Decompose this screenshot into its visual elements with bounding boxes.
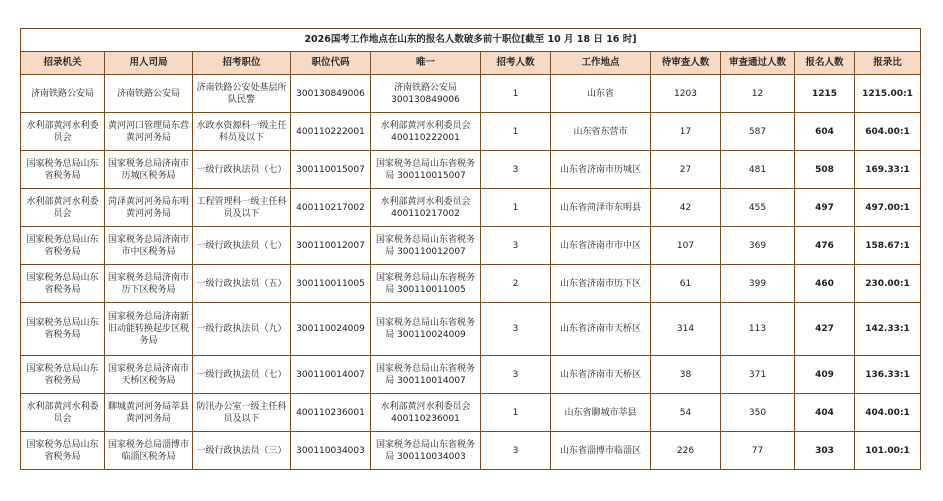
cell-code: 400110217002 bbox=[291, 189, 371, 227]
table-title: 2026国考工作地点在山东的报名人数破多前十职位[截至 10 月 18 日 16 时] bbox=[21, 29, 921, 52]
cell-applicants: 460 bbox=[795, 265, 855, 303]
cell-approved: 113 bbox=[721, 303, 795, 356]
table-row bbox=[21, 356, 921, 394]
cell-bureau: 聊城黄河河务局莘县黄河河务局 bbox=[105, 394, 193, 432]
cell-agency: 水利部黄河水利委员会 bbox=[21, 189, 105, 227]
cell-approved: 371 bbox=[721, 356, 795, 394]
cell-applicants: 427 bbox=[795, 303, 855, 356]
cell-bureau: 国家税务总局淄博市临淄区税务局 bbox=[105, 432, 193, 470]
cell-pending: 17 bbox=[651, 113, 721, 151]
table-container bbox=[20, 28, 920, 470]
cell-ratio: 142.33:1 bbox=[855, 303, 921, 356]
cell-approved: 350 bbox=[721, 394, 795, 432]
cell-agency: 国家税务总局山东省税务局 bbox=[21, 227, 105, 265]
cell-position: 防汛办公室一级主任科员及以下 bbox=[193, 394, 291, 432]
cell-agency: 国家税务总局山东省税务局 bbox=[21, 303, 105, 356]
cell-applicants: 497 bbox=[795, 189, 855, 227]
cell-quota: 3 bbox=[481, 356, 551, 394]
cell-location: 山东省菏泽市东明县 bbox=[551, 189, 651, 227]
cell-location: 山东省 bbox=[551, 75, 651, 113]
cell-applicants: 1215 bbox=[795, 75, 855, 113]
cell-bureau: 国家税务总局济南市历城区税务局 bbox=[105, 151, 193, 189]
cell-location: 山东省济南市历下区 bbox=[551, 265, 651, 303]
cell-bureau: 济南铁路公安局 bbox=[105, 75, 193, 113]
cell-approved: 12 bbox=[721, 75, 795, 113]
cell-applicants: 404 bbox=[795, 394, 855, 432]
cell-applicants: 508 bbox=[795, 151, 855, 189]
positions-table bbox=[20, 28, 921, 470]
cell-bureau: 国家税务总局济南市市中区税务局 bbox=[105, 227, 193, 265]
cell-bureau: 国家税务总局济南市天桥区税务局 bbox=[105, 356, 193, 394]
cell-ratio: 604.00:1 bbox=[855, 113, 921, 151]
cell-agency: 国家税务总局山东省税务局 bbox=[21, 432, 105, 470]
cell-ratio: 101.00:1 bbox=[855, 432, 921, 470]
cell-ratio: 1215.00:1 bbox=[855, 75, 921, 113]
cell-location: 山东省济南市市中区 bbox=[551, 227, 651, 265]
cell-location: 山东省济南市历城区 bbox=[551, 151, 651, 189]
cell-unique: 国家税务总局山东省税务局 300110034003 bbox=[371, 432, 481, 470]
cell-approved: 481 bbox=[721, 151, 795, 189]
cell-ratio: 404.00:1 bbox=[855, 394, 921, 432]
cell-unique: 国家税务总局山东省税务局 300110011005 bbox=[371, 265, 481, 303]
cell-applicants: 409 bbox=[795, 356, 855, 394]
cell-position: 水政水资源科一级主任科员及以下 bbox=[193, 113, 291, 151]
cell-quota: 1 bbox=[481, 394, 551, 432]
cell-code: 400110222001 bbox=[291, 113, 371, 151]
table-row bbox=[21, 75, 921, 113]
cell-bureau: 国家税务总局济南市历下区税务局 bbox=[105, 265, 193, 303]
cell-pending: 1203 bbox=[651, 75, 721, 113]
cell-code: 400110236001 bbox=[291, 394, 371, 432]
cell-quota: 1 bbox=[481, 113, 551, 151]
cell-pending: 107 bbox=[651, 227, 721, 265]
cell-quota: 3 bbox=[481, 227, 551, 265]
cell-ratio: 497.00:1 bbox=[855, 189, 921, 227]
cell-quota: 3 bbox=[481, 151, 551, 189]
cell-applicants: 604 bbox=[795, 113, 855, 151]
cell-pending: 226 bbox=[651, 432, 721, 470]
cell-quota: 1 bbox=[481, 189, 551, 227]
cell-ratio: 230.00:1 bbox=[855, 265, 921, 303]
cell-applicants: 303 bbox=[795, 432, 855, 470]
cell-code: 300110015007 bbox=[291, 151, 371, 189]
table-row bbox=[21, 151, 921, 189]
cell-position: 一级行政执法员（九） bbox=[193, 303, 291, 356]
cell-approved: 587 bbox=[721, 113, 795, 151]
cell-applicants: 476 bbox=[795, 227, 855, 265]
cell-unique: 水利部黄河水利委员会400110217002 bbox=[371, 189, 481, 227]
cell-quota: 3 bbox=[481, 303, 551, 356]
cell-unique: 国家税务总局山东省税务局 300110012007 bbox=[371, 227, 481, 265]
cell-agency: 国家税务总局山东省税务局 bbox=[21, 356, 105, 394]
cell-ratio: 158.67:1 bbox=[855, 227, 921, 265]
cell-code: 300110011005 bbox=[291, 265, 371, 303]
cell-code: 300110012007 bbox=[291, 227, 371, 265]
cell-pending: 38 bbox=[651, 356, 721, 394]
cell-unique: 济南铁路公安局300130849006 bbox=[371, 75, 481, 113]
cell-location: 山东省济南市天桥区 bbox=[551, 303, 651, 356]
cell-agency: 水利部黄河水利委员会 bbox=[21, 394, 105, 432]
header-agency: 招录机关 bbox=[21, 52, 105, 75]
cell-pending: 42 bbox=[651, 189, 721, 227]
cell-position: 一级行政执法员（七） bbox=[193, 356, 291, 394]
table-row bbox=[21, 432, 921, 470]
table-row bbox=[21, 303, 921, 356]
header-bureau: 用人司局 bbox=[105, 52, 193, 75]
header-quota: 招考人数 bbox=[481, 52, 551, 75]
header-code: 职位代码 bbox=[291, 52, 371, 75]
cell-location: 山东省东营市 bbox=[551, 113, 651, 151]
cell-approved: 399 bbox=[721, 265, 795, 303]
cell-position: 一级行政执法员（五） bbox=[193, 265, 291, 303]
header-applicants: 报名人数 bbox=[795, 52, 855, 75]
table-row bbox=[21, 189, 921, 227]
cell-code: 300130849006 bbox=[291, 75, 371, 113]
cell-pending: 27 bbox=[651, 151, 721, 189]
table-row bbox=[21, 113, 921, 151]
cell-position: 一级行政执法员（七） bbox=[193, 227, 291, 265]
header-ratio: 报录比 bbox=[855, 52, 921, 75]
cell-pending: 314 bbox=[651, 303, 721, 356]
cell-agency: 国家税务总局山东省税务局 bbox=[21, 265, 105, 303]
table-row bbox=[21, 394, 921, 432]
cell-bureau: 国家税务总局济南新旧动能转换起步区税务局 bbox=[105, 303, 193, 356]
cell-approved: 455 bbox=[721, 189, 795, 227]
cell-pending: 54 bbox=[651, 394, 721, 432]
header-unique: 唯一 bbox=[371, 52, 481, 75]
cell-unique: 国家税务总局山东省税务局 300110014007 bbox=[371, 356, 481, 394]
cell-location: 山东省淄博市临淄区 bbox=[551, 432, 651, 470]
cell-agency: 水利部黄河水利委员会 bbox=[21, 113, 105, 151]
cell-quota: 1 bbox=[481, 75, 551, 113]
cell-code: 300110034003 bbox=[291, 432, 371, 470]
cell-bureau: 黄河河口管理局东营黄河河务局 bbox=[105, 113, 193, 151]
cell-quota: 3 bbox=[481, 432, 551, 470]
cell-location: 山东省济南市天桥区 bbox=[551, 356, 651, 394]
cell-code: 300110014007 bbox=[291, 356, 371, 394]
table-row bbox=[21, 227, 921, 265]
cell-unique: 水利部黄河水利委员会400110222001 bbox=[371, 113, 481, 151]
cell-agency: 国家税务总局山东省税务局 bbox=[21, 151, 105, 189]
cell-code: 300110024009 bbox=[291, 303, 371, 356]
cell-bureau: 菏泽黄河河务局东明黄河河务局 bbox=[105, 189, 193, 227]
cell-quota: 2 bbox=[481, 265, 551, 303]
cell-agency: 济南铁路公安局 bbox=[21, 75, 105, 113]
header-pending: 待审查人数 bbox=[651, 52, 721, 75]
cell-position: 一级行政执法员（七） bbox=[193, 151, 291, 189]
cell-unique: 国家税务总局山东省税务局 300110024009 bbox=[371, 303, 481, 356]
cell-position: 一级行政执法员（三） bbox=[193, 432, 291, 470]
cell-location: 山东省聊城市莘县 bbox=[551, 394, 651, 432]
table-row bbox=[21, 265, 921, 303]
cell-pending: 61 bbox=[651, 265, 721, 303]
cell-position: 济南铁路公安处基层所队民警 bbox=[193, 75, 291, 113]
cell-ratio: 136.33:1 bbox=[855, 356, 921, 394]
cell-unique: 水利部黄河水利委员会400110236001 bbox=[371, 394, 481, 432]
cell-position: 工程管理科一级主任科员及以下 bbox=[193, 189, 291, 227]
cell-approved: 369 bbox=[721, 227, 795, 265]
header-location: 工作地点 bbox=[551, 52, 651, 75]
header-approved: 审查通过人数 bbox=[721, 52, 795, 75]
header-position: 招考职位 bbox=[193, 52, 291, 75]
cell-unique: 国家税务总局山东省税务局 300110015007 bbox=[371, 151, 481, 189]
cell-approved: 77 bbox=[721, 432, 795, 470]
cell-ratio: 169.33:1 bbox=[855, 151, 921, 189]
